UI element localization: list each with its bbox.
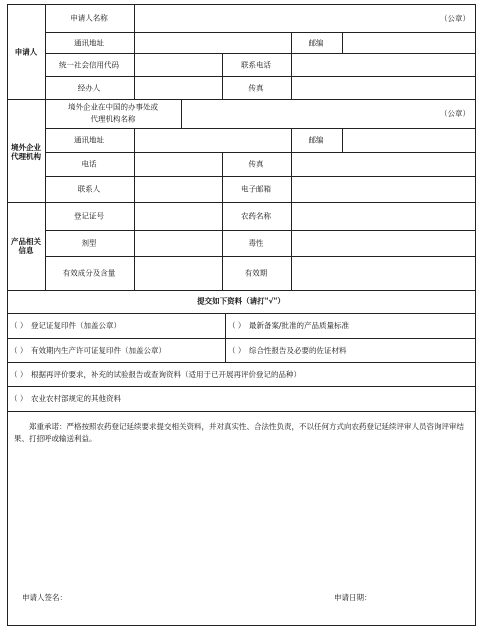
material-item: 登记证复印件（加盖公章） (31, 321, 121, 330)
materials-heading: 提交如下资料（请打"√"） (197, 296, 285, 306)
agent-name-label-line1: 境外企业在中国的办事处或 (68, 102, 158, 112)
agent-section-label: 境外企业代理机构 (11, 143, 41, 161)
fax-label: 传真 (248, 83, 264, 93)
rule (291, 32, 292, 53)
material-item: 根据再评价要求，补充的试验报告或查询资料（适用于已开展再评价登记的品种） (31, 370, 301, 379)
rule (7, 338, 476, 339)
application-form (7, 4, 476, 626)
phone-label: 联系电话 (241, 60, 271, 70)
ingredient-label: 有效成分及含量 (62, 268, 116, 278)
rule (7, 411, 476, 412)
rule (7, 362, 476, 363)
agent-name-label-line2: 代理机构名称 (90, 114, 136, 124)
applicant-section-label: 申请人 (14, 47, 38, 57)
postcode-label: 邮编 (308, 135, 324, 145)
rule (45, 152, 476, 153)
declaration-text: 郑重承诺：严格按照农药登记延续要求提交相关资料，并对真实性、合法性负责，不以任何方式向农药登记延续评审人员咨询评审结果、打招呼或输送利益。 (14, 422, 464, 443)
rule (7, 386, 476, 387)
contact-label: 联系人 (77, 184, 101, 194)
rule (342, 128, 343, 152)
rule (45, 76, 476, 77)
product-section-label: 产品相关信息 (11, 237, 41, 255)
address-label: 通讯地址 (74, 135, 104, 145)
seal-note: （公章） (440, 109, 470, 118)
rule (7, 202, 476, 203)
rule (45, 176, 476, 177)
rule (291, 152, 292, 290)
pesticide-name-label: 农药名称 (241, 211, 271, 221)
rule (7, 290, 476, 291)
fax-label: 传真 (248, 159, 264, 169)
material-item: 农业农村部规定的其他资料 (31, 394, 121, 403)
toxicity-label: 毒性 (248, 238, 264, 248)
email-label: 电子邮箱 (241, 184, 271, 194)
checkbox-paren[interactable]: （ ） (228, 346, 246, 355)
signature-label: 申请人签名： (22, 593, 67, 602)
rule (45, 4, 46, 290)
material-item: 最新备案/批准的产品质量标准 (249, 321, 350, 330)
formulation-label: 剂型 (81, 238, 97, 248)
rule (222, 53, 223, 99)
rule (45, 128, 476, 129)
rule (342, 32, 343, 53)
applicant-name-label: 申请人名称 (70, 13, 108, 23)
rule (45, 32, 476, 33)
checkbox-paren[interactable]: （ ） (228, 321, 246, 330)
rule (291, 128, 292, 152)
credit-code-label: 统一社会信用代码 (59, 60, 119, 70)
rule (222, 152, 223, 290)
rule (134, 128, 135, 290)
rule (7, 99, 476, 100)
rule (225, 313, 226, 362)
rule (45, 256, 476, 257)
address-label: 通讯地址 (74, 38, 104, 48)
checkbox-paren[interactable]: （ ） (10, 370, 28, 379)
validity-label: 有效期 (244, 268, 268, 278)
postcode-label: 邮编 (308, 38, 324, 48)
checkbox-paren[interactable]: （ ） (10, 321, 28, 330)
handler-label: 经办人 (77, 83, 101, 93)
rule (134, 4, 135, 99)
date-label: 申请日期： (334, 593, 372, 602)
rule (181, 99, 182, 128)
rule (45, 230, 476, 231)
material-item: 综合性报告及必要的佐证材料 (249, 346, 347, 355)
rule (7, 313, 476, 314)
checkbox-paren[interactable]: （ ） (10, 394, 28, 403)
material-item: 有效期内生产许可证复印件（加盖公章） (31, 346, 166, 355)
phone-label: 电话 (81, 159, 97, 169)
rule (291, 53, 292, 99)
seal-note: （公章） (440, 14, 470, 23)
reg-no-label: 登记证号 (74, 211, 104, 221)
checkbox-paren[interactable]: （ ） (10, 346, 28, 355)
rule (45, 53, 476, 54)
